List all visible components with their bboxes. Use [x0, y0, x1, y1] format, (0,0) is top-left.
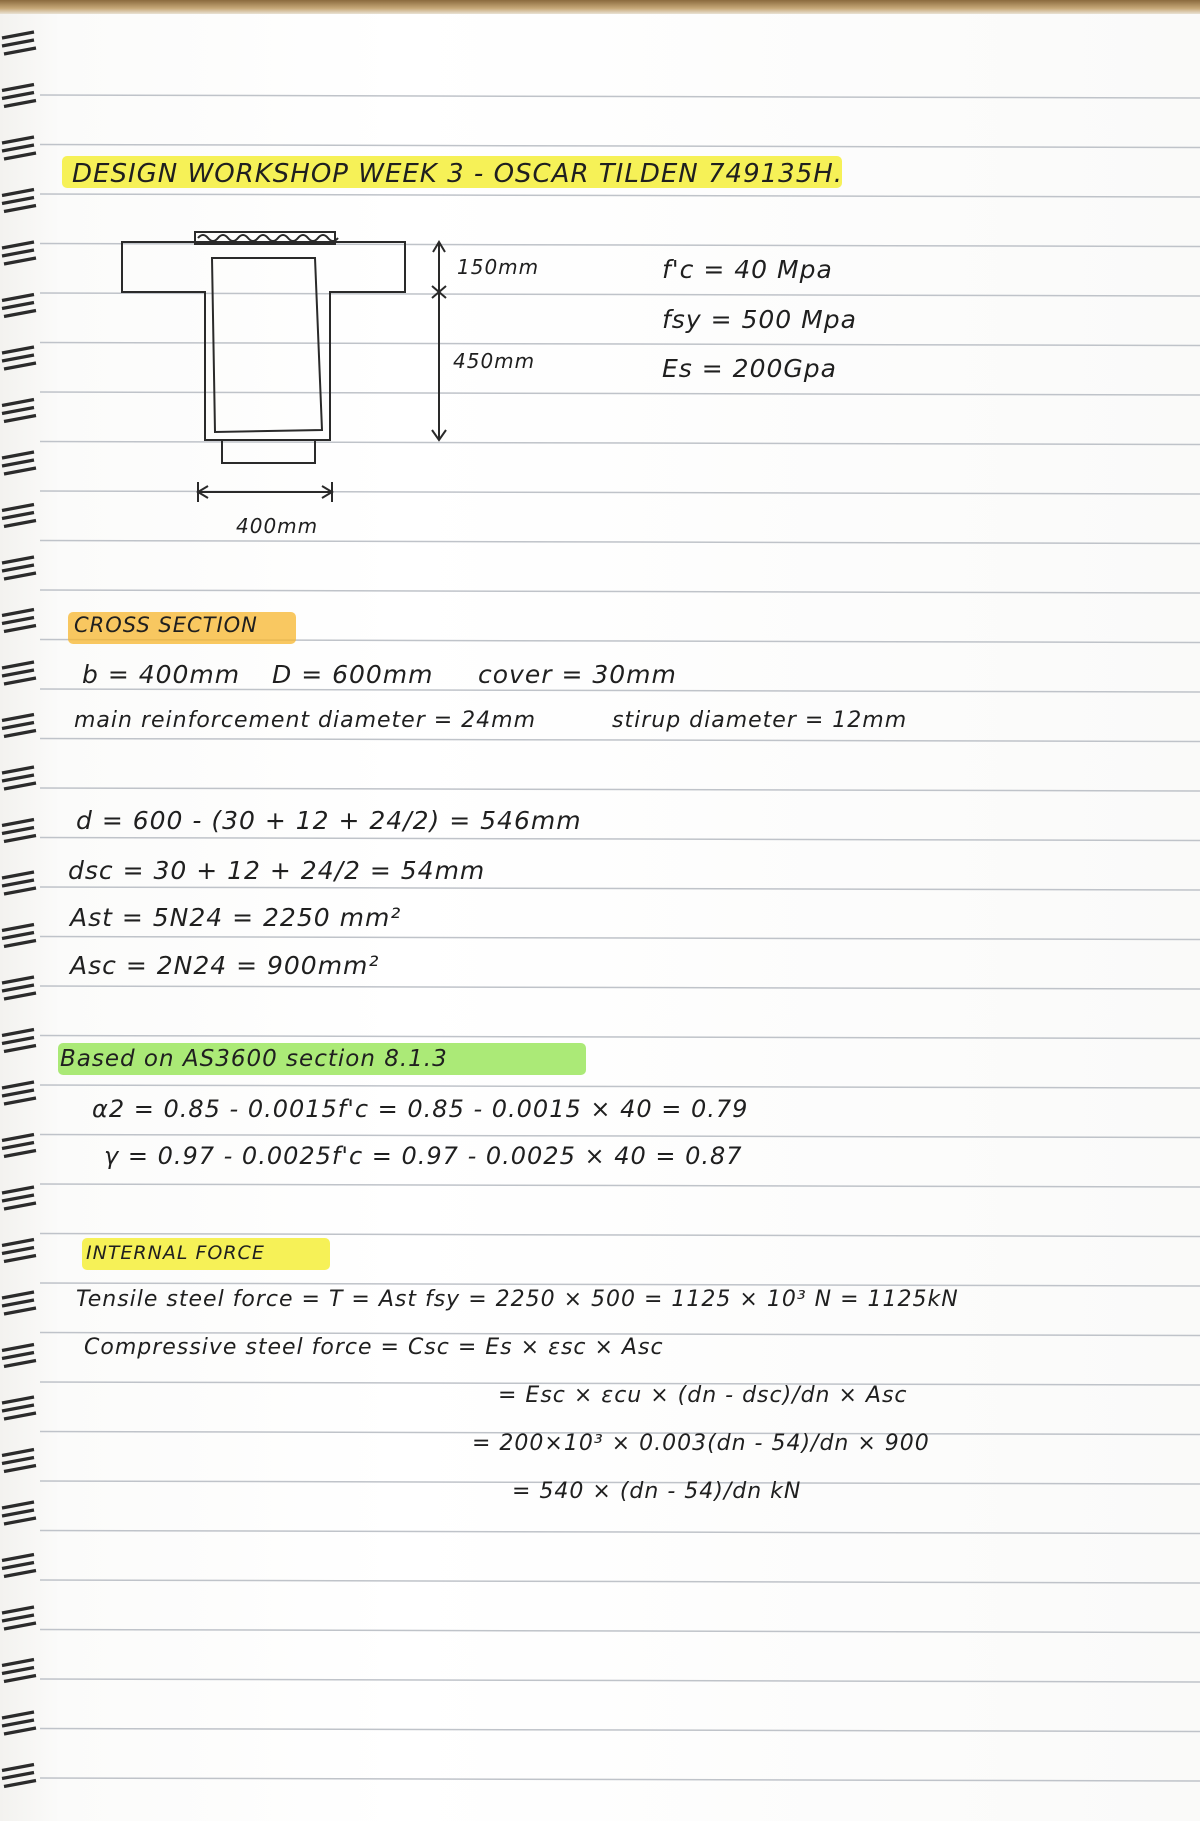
material-fsy-value: = 500 Mpa [710, 305, 857, 334]
dim-cover: cover = 30mm [478, 660, 677, 689]
calc-dsc: dsc = 30 + 12 + 24/2 = 54mm [68, 856, 486, 885]
material-fsy-symbol: fsy [662, 305, 702, 334]
alpha2-equation: α2 = 0.85 - 0.0015f'c = 0.85 - 0.0015 × 40 = 0.79 [92, 1095, 749, 1123]
calc-ast: Ast = 5N24 = 2250 mm² [70, 903, 402, 932]
calc-d: d = 600 - (30 + 12 + 24/2) = 546mm [76, 806, 582, 835]
section-813-heading: Based on AS3600 section 8.1.3 [60, 1046, 448, 1072]
material-es-value: = 200Gpa [701, 354, 837, 383]
dim-b: b = 400mm [82, 660, 241, 689]
internal-force-heading: INTERNAL FORCE [86, 1242, 265, 1264]
material-fc-value: = 40 Mpa [703, 255, 833, 284]
width-label: 400mm [236, 514, 319, 538]
material-fc [662, 257, 833, 282]
stirrup-diameter: stirup diameter = 12mm [612, 708, 908, 733]
compressive-step-2: = 200×10³ × 0.003(dn - 54)/dn × 900 [472, 1431, 930, 1456]
main-bar-diameter: main reinforcement diameter = 24mm [74, 708, 537, 733]
web-depth-label: 450mm [453, 349, 536, 373]
dim-D: D = 600mm [272, 660, 434, 689]
material-fc-symbol: f'c [662, 255, 695, 284]
tensile-force-equation: Tensile steel force = T = Ast fsy = 2250 × 500 = 1125 × 10³ N = 1125kN [76, 1287, 959, 1312]
material-es-symbol: Es [662, 354, 693, 383]
compressive-step-1: = Esc × εcu × (dn - dsc)/dn × Asc [498, 1383, 908, 1408]
compressive-step-3: = 540 × (dn - 54)/dn kN [512, 1479, 802, 1504]
material-fsy [662, 307, 857, 332]
cross-section-heading: CROSS SECTION [74, 613, 258, 637]
gamma-equation: γ = 0.97 - 0.0025f'c = 0.97 - 0.0025 × 40 = 0.87 [104, 1142, 743, 1170]
flange-depth-label: 150mm [457, 255, 540, 279]
compressive-force-equation: Compressive steel force = Csc = Es × εsc × Asc [84, 1335, 664, 1360]
page-title: DESIGN WORKSHOP WEEK 3 - OSCAR TILDEN 749135H. [72, 159, 844, 189]
material-es [662, 356, 837, 381]
calc-asc: Asc = 2N24 = 900mm² [70, 951, 380, 980]
